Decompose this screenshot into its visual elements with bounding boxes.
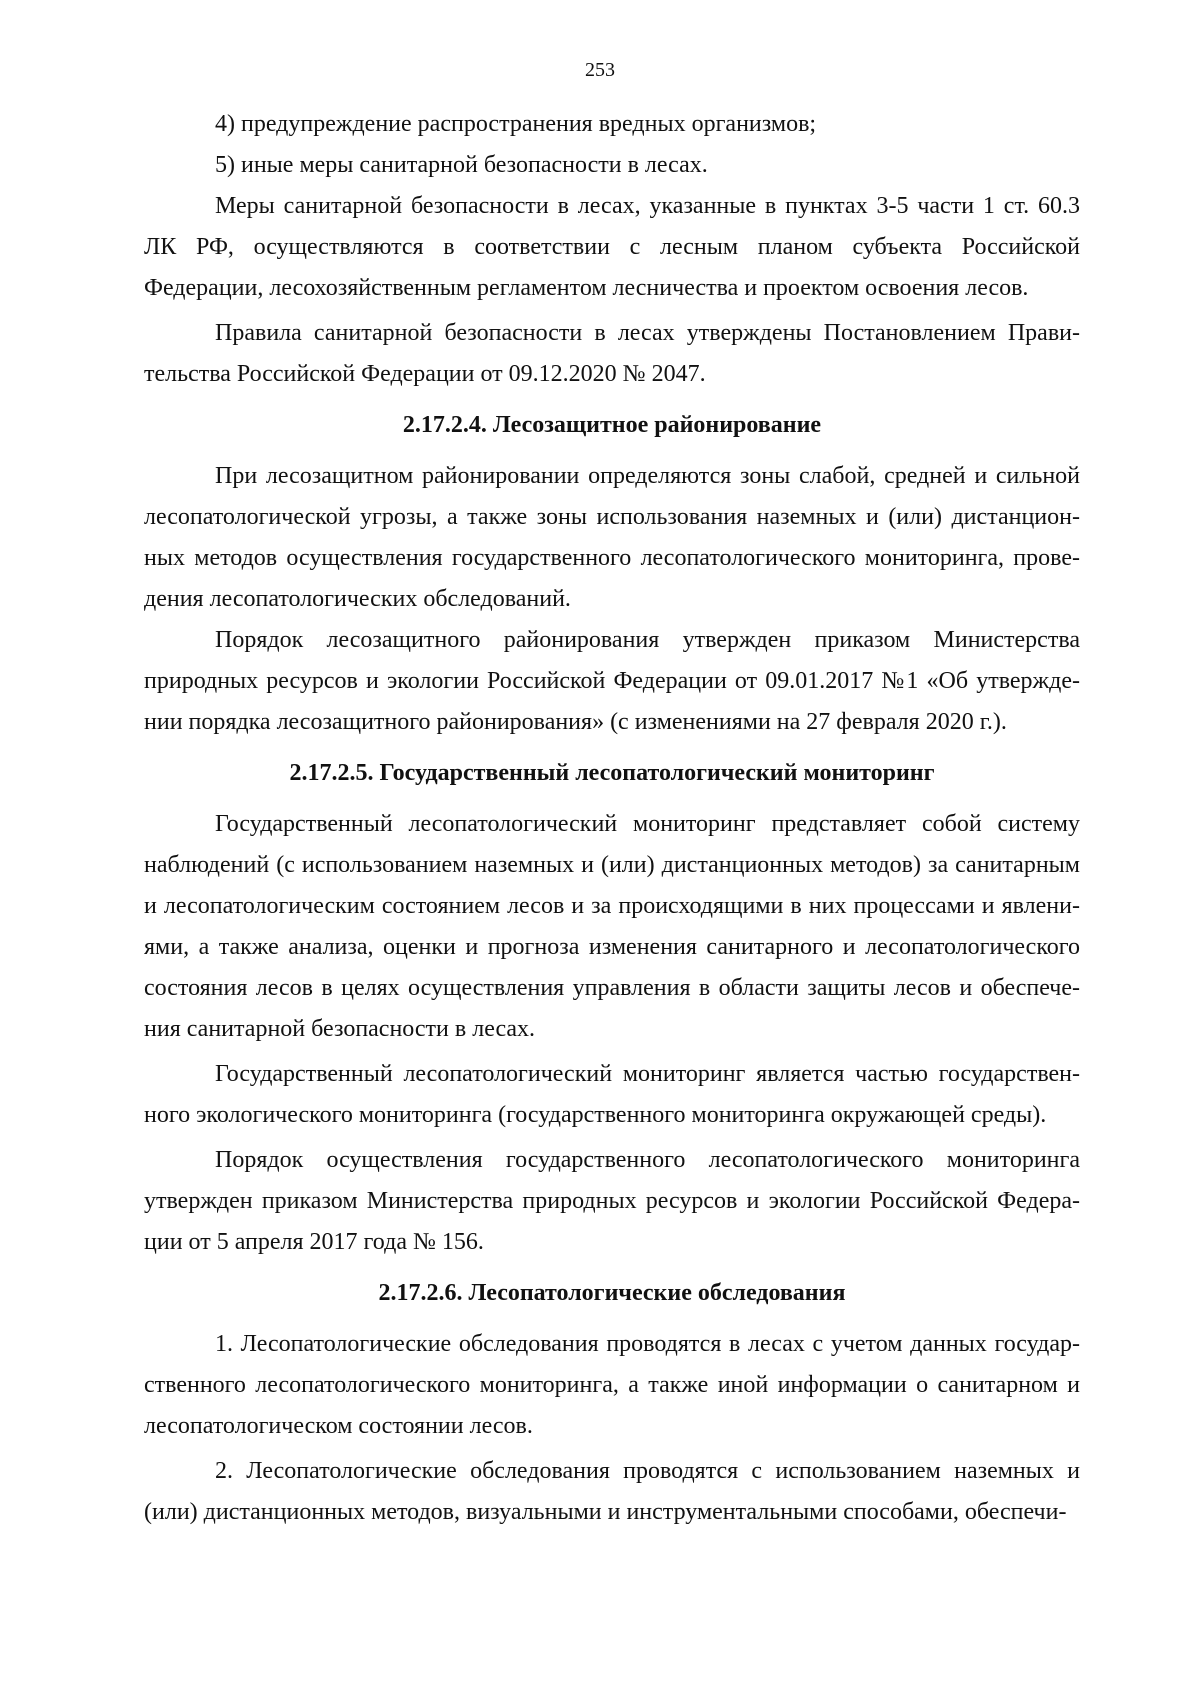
paragraph-monitoring-definition: Государственный лесопатологический мониторинг представляет собой систему наблюдений (с использованием наземных и (или) дистанционных методов) за санитарным и лесопатологическим состоянием лесов и за происходящими в них процессами и явлениями, а также анализа, оценки и прогноза изменения санитарного и лесопатологического состояния лесов в целях осуществления управления в области защиты лесов и обеспечения санитарной безопасности в лесах. xyxy=(144,811,1080,1042)
paragraph-monitoring-part: Государственный лесопатологический мониторинг является частью государственного экологического мониторинга (государственного мониторинга окружающей среды). xyxy=(144,1061,1080,1128)
page-content xyxy=(144,104,1080,1533)
paragraph-surveys-1: 1. Лесопатологические обследования проводятся в лесах с учетом данных государственного лесопатологического мониторинга, а также иной информации о санитарном и лесопатологическом состоянии лесов. xyxy=(144,1331,1080,1439)
section-heading-2-17-2-5: 2.17.2.5. Государственный лесопатологический мониторинг xyxy=(289,760,935,786)
paragraph-zoning-definition: При лесозащитном районировании определяются зоны слабой, средней и сильной лесопатологической угрозы, а также зоны использования наземных и (или) дистанционных методов осуществления государственного лесопатологического мониторинга, проведения лесопатологических обследований. xyxy=(144,463,1080,612)
paragraph-sanitary-measures: Меры санитарной безопасности в лесах, указанные в пунктах 3-5 части 1 ст. 60.3 ЛК РФ, осуществляются в соответствии с лесным планом субъекта Российской Федерации, лесохозяйственным регламентом лесничества и проектом освоения лесов. xyxy=(144,193,1080,301)
page-number: 253 xyxy=(585,59,615,81)
paragraph-monitoring-order: Порядок осуществления государственного лесопатологического мониторинга утвержден приказом Министерства природных ресурсов и экологии Российской Федерации от 5 апреля 2017 года № 156. xyxy=(144,1147,1080,1255)
section-heading-2-17-2-4: 2.17.2.4. Лесозащитное районирование xyxy=(402,412,822,438)
paragraph-sanitary-rules: Правила санитарной безопасности в лесах утверждены Постановлением Правительства Российской Федерации от 09.12.2020 № 2047. xyxy=(144,320,1080,387)
section-heading-2-17-2-6: 2.17.2.6. Лесопатологические обследования xyxy=(378,1280,846,1306)
list-item-5: 5) иные меры санитарной безопасности в лесах. xyxy=(215,152,708,178)
paragraph-surveys-2: 2. Лесопатологические обследования проводятся с использованием наземных и (или) дистанционных методов, визуальными и инструментальными способами, обеспечи- xyxy=(144,1458,1080,1525)
paragraph-zoning-order: Порядок лесозащитного районирования утвержден приказом Министерства природных ресурсов и экологии Российской Федерации от 09.01.2017 №1 «Об утверждении порядка лесозащитного районирования» (с изменениями на 27 февраля 2020 г.). xyxy=(144,627,1080,735)
list-item-4: 4) предупреждение распространения вредных организмов; xyxy=(215,111,817,137)
